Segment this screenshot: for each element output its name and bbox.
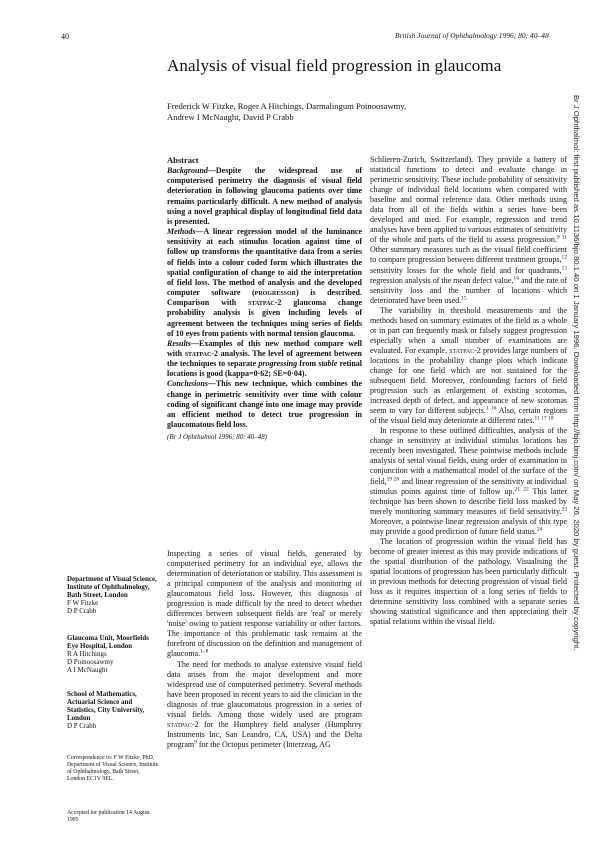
- background-label: Background—: [167, 166, 216, 176]
- affiliation-name: A I McNaught: [67, 666, 108, 674]
- methods-text-b: ) is described. Comparison with: [167, 288, 362, 308]
- affiliation-name: D Poinoosawmy: [67, 658, 114, 666]
- right-p3-c: This latter technique has been shown to describe field loss masked by merely monitoring summary measures of field sensitivity.: [370, 486, 568, 516]
- abstract-conclusions: [167, 379, 362, 430]
- right-p3-d: Moreover, a pointwise linear regression analysis of this type may provide a good prediction of future field status.: [370, 516, 567, 536]
- ref-sup: 15: [461, 295, 467, 301]
- right-p1-a: Schlieren-Zurich, Switzerland). They provide a battery of statistical functions to detect and evaluate change in perimetric sensitivity. These include probability of sensitivity change of individual field locations when compared with baseline and normal reference data. Other methods using data from all of the fields within a series have been developed and used. For example, regression and trend analyses have been applied to various estimates of sensitivity of the whole and parts of the field to assess progression.: [370, 155, 567, 245]
- intro-p2-statpac: statpac: [167, 719, 192, 729]
- ref-sup: 21 22: [514, 485, 529, 492]
- ref-sup: 24: [536, 526, 543, 533]
- right-p3-a: In response to these outlined difficulties, analysis of the change in sensitivity at individual stimulus locations has recently been investigated. These pointwise methods include analysis of serial visual fields, using order of examination in conjunction with a mathematical model of the surface of the field,: [370, 426, 567, 486]
- affiliation-name: F W Fitzke: [67, 599, 99, 607]
- ref-sup: 11 17 18: [534, 415, 554, 422]
- right-paragraph-1: [370, 155, 567, 306]
- intro-p2-a: The need for methods to analyse extensive visual field data arises from the major development and more widespread use of computerised perimetry. Several methods have been proposed in recent years to aid the clinician in the diagnosis of true glaucomatous progression in a series of visual fields. Among those widely used are program: [167, 659, 362, 719]
- affiliation-institution: School of Mathematics, Actuarial Science and Statistics, City University, London: [67, 690, 145, 722]
- right-p1-d: regression analysis of the mean defect value,: [370, 275, 514, 285]
- intro-paragraph-2: [167, 660, 362, 750]
- ref-sup: 13: [561, 264, 567, 271]
- results-text-a: Examples of this new method compare well with: [167, 338, 362, 358]
- ref-sup: 1–8: [200, 648, 209, 655]
- affiliation-block: [67, 575, 157, 615]
- ref-sup: 9: [194, 739, 197, 746]
- affiliation-institution: Department of Visual Science, Institute of Ophthalmology, Bath Street, London: [67, 575, 157, 599]
- right-paragraph-4: The location of progression within the visual field has become of greater interest as this may provide indications of the spatial distribution of the pathology. Visualising the spatial locations of progression has been particularly difficult in previous methods for detecting progression of visual field loss as it requires inspection of a long series of fields to determine sensitivity loss combined with a separate series showing statistical significance and then appreciating their spatial relations within the visual field.: [370, 536, 567, 627]
- journal-header: British Journal of Ophthalmology 1996; 80: 40–48: [395, 31, 549, 40]
- accepted-date-note: Accepted for publication 14 August 1995: [67, 810, 150, 823]
- results-progressing: progressing: [258, 359, 298, 369]
- results-text-b: -2 analysis. The level of agreement between the techniques to separate: [167, 348, 362, 369]
- abstract-citation: (Br J Ophthalmol 1996; 80: 40–48): [167, 433, 268, 442]
- right-p2-b: -2 provides large numbers of locations in the probability change plots which indicate change for one field which are not sustained for the subsequent field. Moreover, confounding factors of field progression such as enlargement of existing scotomas, increased depth of defect, and appearance of new scotomas seem to vary for different subjects.: [370, 345, 567, 416]
- right-column-text: [370, 155, 567, 627]
- abstract-background: [167, 166, 362, 227]
- intro-p1: Inspecting a series of visual fields, generated by computerised perimetry for an individual eye, allows the determination of deterioration or stability. This assessment is a principal component of the analysis and monitoring of glaucomatous field loss. However, this diagnosis of progression is made difficult by the need to detect whether differences between subsequent fields are 'real' or merely 'noise' owing to patient response variability or other factors. The importance of this problematic task remains at the forefront of discussion on the definition and management of glaucoma.: [167, 549, 362, 659]
- affiliation-name: D P Crabb: [67, 722, 97, 730]
- right-p1-c: sensitivity losses for the whole field and for quadrants,: [370, 265, 562, 275]
- ref-sup: 9 11: [556, 234, 568, 241]
- ref-sup: 19 20: [386, 475, 400, 482]
- author-line-2: Andrew I McNaught, David P Crabb: [167, 112, 294, 122]
- results-label: Results—: [167, 338, 200, 348]
- download-stamp-text: Br J Ophthalmol: first published as 10.1136/bjo.80.1.40 on 1 January 1996. Downloaded from http://bjo.bmj.com/ on May 26, 2020 by guest. Protected by copyright.: [572, 95, 581, 651]
- methods-progressor: progressor: [254, 288, 297, 298]
- right-p2-c: Also, certain regions of the visual field may deteriorate at different rates.: [370, 406, 567, 426]
- affiliation-name: D P Crabb: [67, 607, 97, 615]
- results-stable: stable: [318, 359, 338, 369]
- right-p3-b: and linear regression of the sensitivity at individual stimulus points against time of follow up.: [370, 476, 568, 496]
- correspondence-note: Correspondence to: F W Fitzke, PhD, Department of Visual Science, Institute of Ophthalmology, Bath Street, London EC1V 9EL.: [67, 755, 159, 782]
- results-text-c: from: [297, 359, 319, 369]
- right-p2-a: The variability in threshold measurements and the methods based on summary estimates of the field as a whole or in part can frequently mask or falsely suggest progression especially when a small number of examinations are evaluated. For example,: [370, 305, 567, 355]
- right-p1-e: and the rate of sensitivity loss and the number of locations which deteriorated have been used.: [370, 275, 567, 305]
- author-line-1: Frederick W Fitzke, Roger A Hitchings, Darmalingum Poinoosawmy,: [167, 101, 407, 111]
- introduction-text: [167, 549, 362, 750]
- right-p1-b: Other summary measures such as the visual field coefficient to compare progression between different treatment groups,: [370, 245, 567, 265]
- ref-sup: 1 16: [485, 405, 497, 412]
- affiliation-institution: Glaucoma Unit, Moorfields Eye Hospital, London: [67, 634, 149, 650]
- affiliation-block: [67, 634, 157, 674]
- author-list: [167, 101, 467, 123]
- page-number: 40: [61, 32, 69, 41]
- ref-sup: 23: [561, 505, 567, 512]
- intro-p2-b: -2 for the Humphrey field analyser (Humphrey Instruments Inc, San Leandro, CA, USA) and the Delta program: [167, 719, 362, 749]
- methods-statpac: statpac: [248, 298, 275, 308]
- conclusions-label: Conclusions—: [167, 379, 216, 389]
- abstract-methods: [167, 227, 362, 339]
- ref-sup: 14: [513, 274, 519, 281]
- conclusions-text: This new technique, which combines the change in perimetric sensitivity over time with colour coding of significant change into one image may provide an efficient method to detect true progression in glaucomatous field loss.: [167, 379, 362, 430]
- abstract: [167, 155, 362, 442]
- methods-text-c: -2 glaucoma change probability analysis is given including levels of agreement between the techniques using series of fields of 10 eyes from patients with normal tension glaucoma.: [167, 298, 362, 338]
- right-paragraph-2: [370, 306, 567, 427]
- abstract-results: [167, 339, 362, 380]
- article-title: Analysis of visual field progression in glaucoma: [167, 56, 502, 75]
- download-stamp: [572, 95, 582, 815]
- methods-label: Methods—: [167, 227, 204, 237]
- background-text: Despite the widespread use of computerised perimetry the diagnosis of visual field deterioration in following glaucoma patients over time remains particularly difficult. A new method of analysis using a novel graphical display of longitudinal field data is presented.: [167, 166, 362, 226]
- methods-text-a: A linear regression model of the luminance sensitivity at each stimulus location against time of follow up transforms the quantitative data from a series of fields into a colour coded form which illustrates the spatial configuration of change to aid the interpretation of field loss. The method of analysis and the developed computer software (: [167, 227, 362, 298]
- right-p2-statpac: statpac: [449, 345, 475, 355]
- right-paragraph-3: [370, 426, 567, 537]
- abstract-heading: Abstract: [167, 155, 199, 165]
- intro-p2-c: for the Octopus perimeter (Interzeag, AG: [196, 739, 331, 749]
- ref-sup: 12: [561, 254, 567, 261]
- affiliation-name: R A Hitchings: [67, 650, 107, 658]
- results-statpac: statpac: [184, 348, 212, 358]
- affiliation-block: [67, 690, 157, 730]
- intro-paragraph-1: [167, 549, 362, 660]
- results-text-d: retinal locations is good (kappa=0·62; SE=0·04).: [167, 359, 363, 379]
